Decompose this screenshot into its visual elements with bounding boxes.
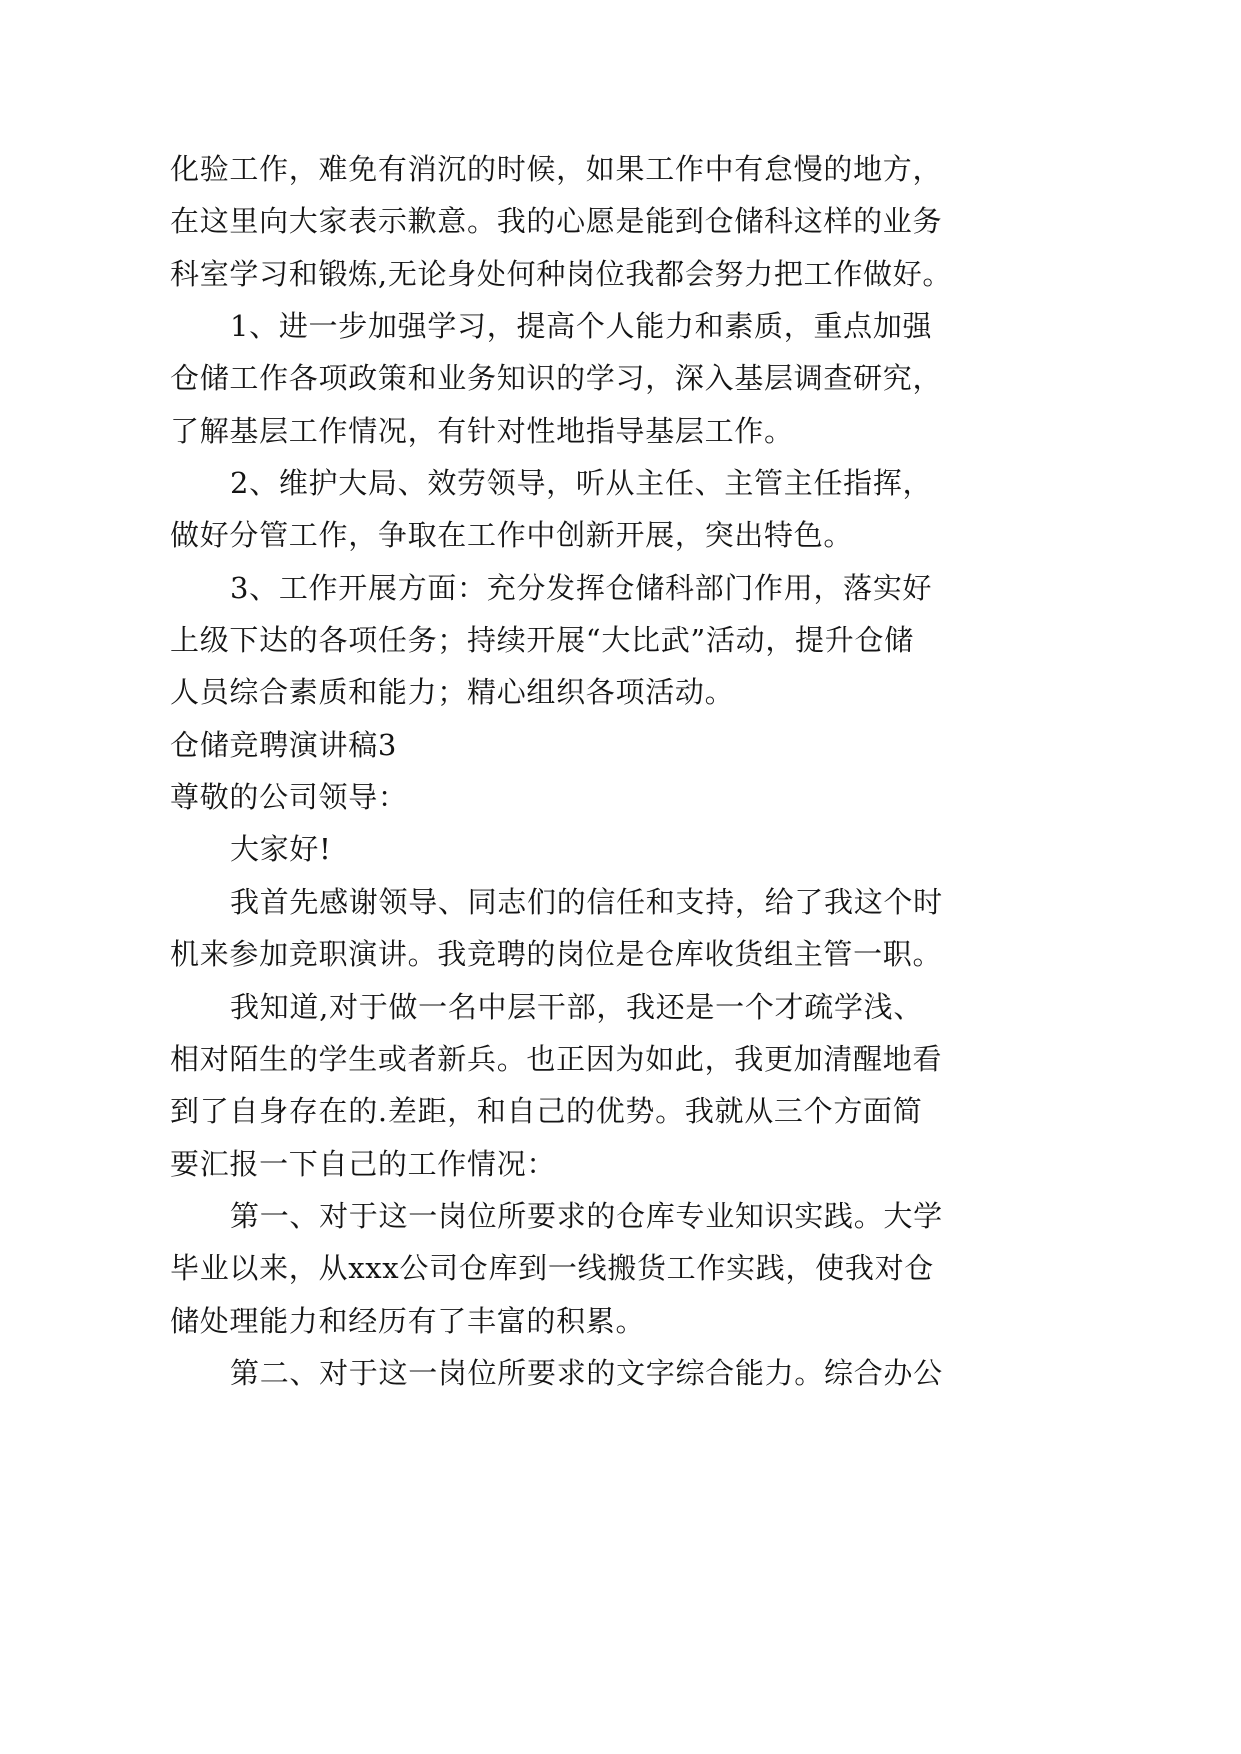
text-line: 我知道,对于做一名中层干部，我还是一个才疏学浅、	[230, 989, 924, 1024]
text-line: 做好分管工作，争取在工作中创新开展，突出特色。	[170, 518, 854, 553]
text-line: 第一、对于这一岗位所要求的仓库专业知识实践。大学	[230, 1198, 943, 1233]
text-line: 要汇报一下自己的工作情况：	[170, 1146, 557, 1181]
list-item-2	[170, 457, 1070, 562]
text-line: 毕业以来，从xxx公司仓库到一线搬货工作实践，使我对仓	[170, 1251, 934, 1286]
text-line: 了解基层工作情况，有针对性地指导基层工作。	[170, 413, 794, 448]
document-heading: 仓储竞聘演讲稿3	[170, 727, 398, 762]
body-paragraph-3	[170, 1190, 1070, 1347]
text-line: 1、进一步加强学习，提高个人能力和素质，重点加强	[230, 309, 933, 344]
text-line: 化验工作，难免有消沉的时候，如果工作中有怠慢的地方，	[170, 152, 943, 186]
text-line: 相对陌生的学生或者新兵。也正因为如此，我更加清醒地看	[170, 1041, 943, 1076]
text-line: 3、工作开展方面：充分发挥仓储科部门作用，落实好	[230, 570, 933, 605]
greeting: 大家好!	[230, 832, 332, 867]
text-line: 仓储工作各项政策和业务知识的学习，深入基层调查研究，	[170, 361, 943, 396]
salutation: 尊敬的公司领导：	[170, 780, 408, 815]
text-line: 上级下达的各项任务；持续开展“大比武”活动，提升仓储	[170, 623, 914, 658]
body-paragraph-1	[170, 876, 1070, 981]
text-line: 2、维护大局、效劳领导，听从主任、主管主任指挥，	[230, 466, 933, 501]
text-line: 在这里向大家表示歉意。我的心愿是能到仓储科这样的业务	[170, 204, 943, 239]
paragraph-continued	[170, 143, 1070, 300]
list-item-1	[170, 300, 1070, 457]
text-line: 科室学习和锻炼,无论身处何种岗位我都会努力把工作做好。	[170, 256, 953, 291]
text-line: 到了自身存在的.差距，和自己的优势。我就从三个方面简	[170, 1094, 923, 1129]
list-item-3	[170, 562, 1070, 719]
text-line: 储处理能力和经历有了丰富的积累。	[170, 1303, 646, 1338]
text-line: 机来参加竞职演讲。我竞聘的岗位是仓库收货组主管一职。	[170, 937, 943, 972]
text-line: 第二、对于这一岗位所要求的文字综合能力。综合办公	[230, 1355, 943, 1390]
text-line: 我首先感谢领导、同志们的信任和支持，给了我这个时	[230, 884, 943, 919]
text-line: 人员综合素质和能力；精心组织各项活动。	[170, 675, 735, 710]
body-paragraph-4	[170, 1347, 1070, 1399]
document-body	[170, 143, 1070, 1399]
body-paragraph-2	[170, 981, 1070, 1190]
